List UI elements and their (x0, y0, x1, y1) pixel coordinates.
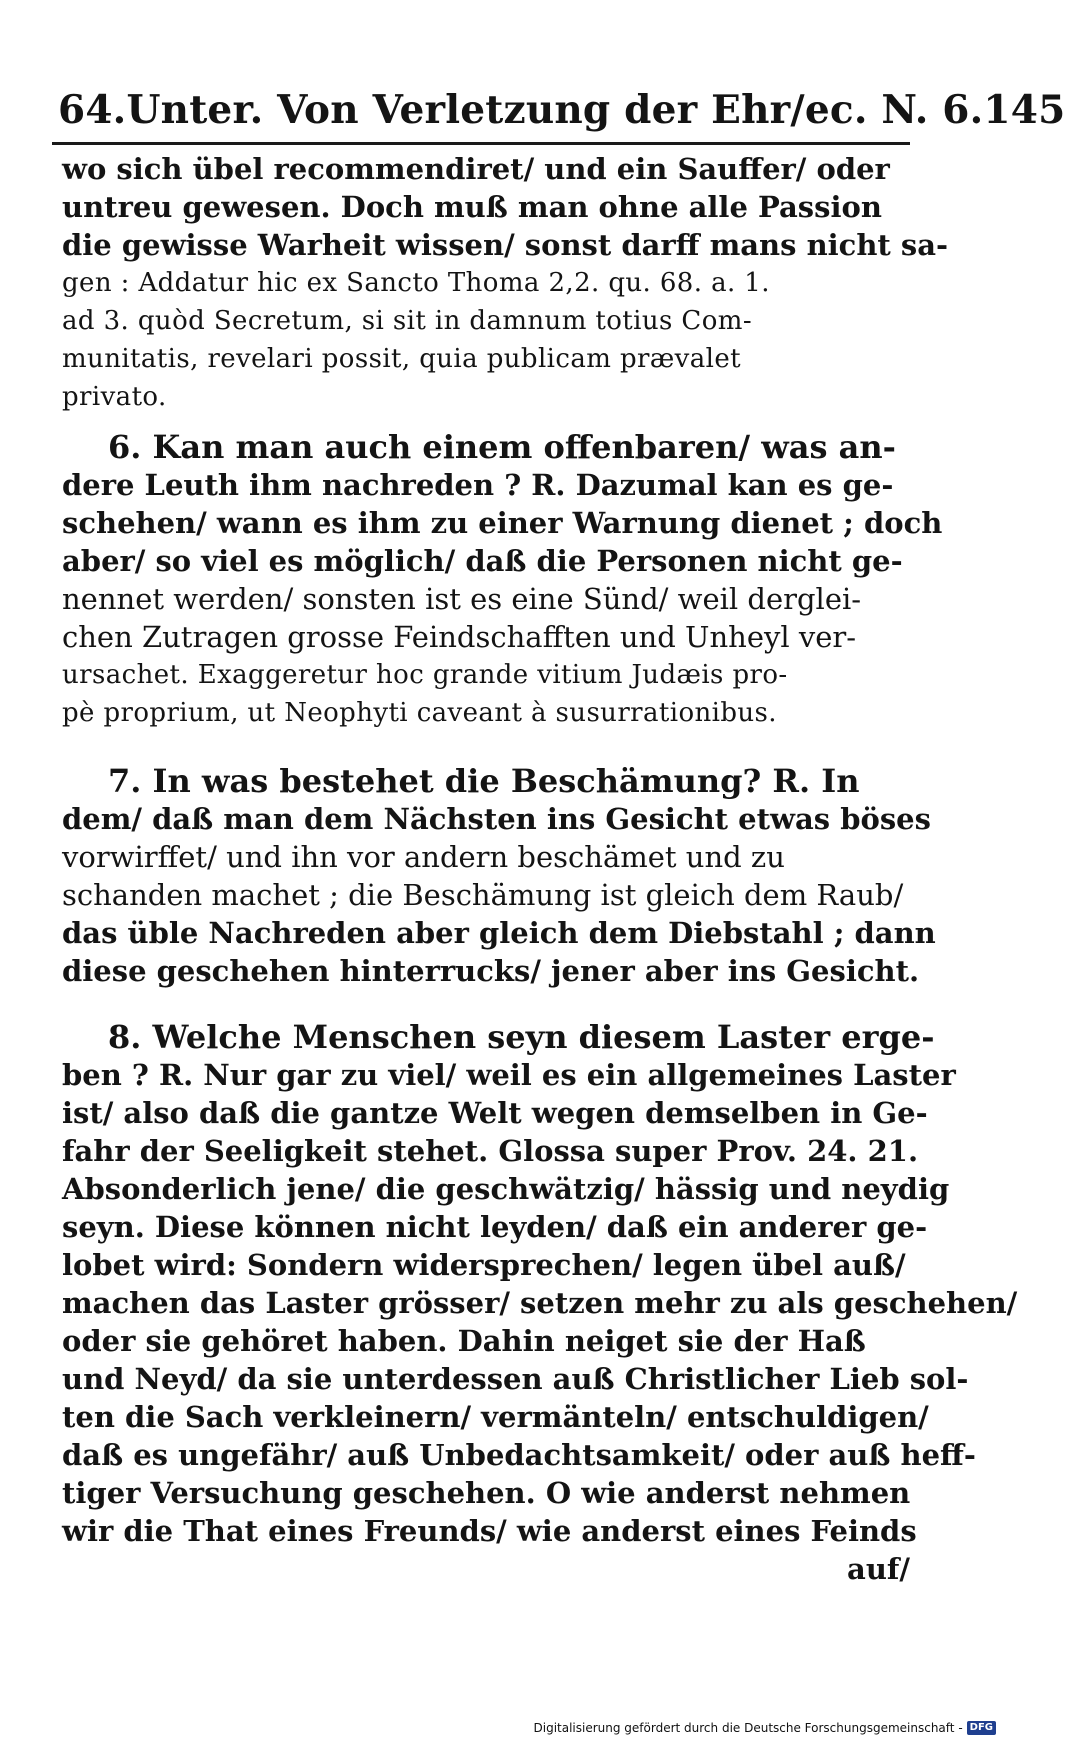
question-line: 7. In was bestehet die Beschämung? R. In (108, 762, 860, 800)
body-line: schanden machet ; die Beschämung ist gleich dem Raub/ (62, 878, 904, 912)
body-line: die gewisse Warheit wissen/ sonst darff mans nicht sa- (62, 228, 949, 262)
body-line: das üble Nachreden aber gleich dem Diebstahl ; dann (62, 916, 936, 950)
page-number: 145 (983, 87, 1065, 133)
body-line: ist/ also daß die gantze Welt wegen demselben in Ge- (62, 1096, 928, 1130)
body-line: machen das Laster grösser/ setzen mehr zu als geschehen/ (62, 1286, 1018, 1320)
header-rule (52, 142, 910, 145)
body-line: munitatis, revelari possit, quia publicam prævalet (62, 344, 742, 374)
body-line: dem/ daß man dem Nächsten ins Gesicht etwas böses (62, 802, 931, 836)
body-line: diese geschehen hinterrucks/ jener aber ins Gesicht. (62, 954, 920, 988)
body-line: Absonderlich jene/ die geschwätzig/ hässig und neydig (62, 1172, 950, 1206)
catchword: auf/ (847, 1552, 910, 1586)
body-line: seyn. Diese können nicht leyden/ daß ein anderer ge- (62, 1210, 928, 1244)
body-line: gen : Addatur hic ex Sancto Thoma 2,2. qu. 68. a. 1. (62, 268, 770, 298)
question-8 (62, 1018, 1018, 1588)
dfg-logo: DFG (967, 1721, 996, 1735)
body-line: aber/ so viel es möglich/ daß die Personen nicht ge- (62, 544, 903, 578)
body-line: pè proprium, ut Neophyti caveant à susurrationibus. (62, 698, 777, 728)
question-line: 8. Welche Menschen seyn diesem Laster erge- (108, 1018, 935, 1056)
body-line: und Neyd/ da sie unterdessen auß Christlicher Lieb sol- (62, 1362, 969, 1396)
body-line: ursachet. Exaggeretur hoc grande vitium Judæis pro- (62, 660, 788, 690)
body-line: dere Leuth ihm nachreden ? R. Dazumal kan es ge- (62, 468, 894, 502)
question-7 (62, 762, 936, 990)
question-line: 6. Kan man auch einem offenbaren/ was an- (108, 428, 896, 466)
body-line: ben ? R. Nur gar zu viel/ weil es ein allgemeines Laster (62, 1058, 956, 1092)
body-line: wir die That eines Freunds/ wie anderst eines Feinds (62, 1514, 917, 1548)
body-line: oder sie gehöret haben. Dahin neiget sie der Haß (62, 1324, 866, 1358)
body-line: vorwirffet/ und ihn vor andern beschämet und zu (62, 840, 785, 874)
body-line: ad 3. quòd Secretum, si sit in damnum totius Com- (62, 306, 753, 336)
body-line: wo sich übel recommendiret/ und ein Sauffer/ oder (62, 152, 890, 186)
body-line: privato. (62, 382, 167, 412)
credit-text: Digitalisierung gefördert durch die Deutsche Forschungsgemeinschaft - (533, 1721, 963, 1735)
header-title: 64.Unter. Von Verletzung der Ehr/ec. N. 6. (58, 87, 984, 133)
body-line: ten die Sach verkleinern/ vermänteln/ entschuldigen/ (62, 1400, 929, 1434)
body-line: chen Zutragen grosse Feindschafften und Unheyl ver- (62, 620, 857, 654)
digitization-credit (534, 1719, 997, 1737)
body-line: schehen/ wann es ihm zu einer Warnung dienet ; doch (62, 506, 943, 540)
body-line: lobet wird: Sondern widersprechen/ legen übel auß/ (62, 1248, 906, 1282)
paragraph-continuation (62, 150, 949, 416)
body-line: tiger Versuchung geschehen. O wie anderst nehmen (62, 1476, 911, 1510)
body-line: fahr der Seeligkeit stehet. Glossa super Prov. 24. 21. (62, 1134, 919, 1168)
question-6 (62, 428, 943, 732)
body-line: daß es ungefähr/ auß Unbedachtsamkeit/ oder auß heff- (62, 1438, 976, 1472)
body-line: untreu gewesen. Doch muß man ohne alle Passion (62, 190, 882, 224)
running-header (58, 82, 1065, 138)
body-line: nennet werden/ sonsten ist es eine Sünd/ weil derglei- (62, 582, 862, 616)
